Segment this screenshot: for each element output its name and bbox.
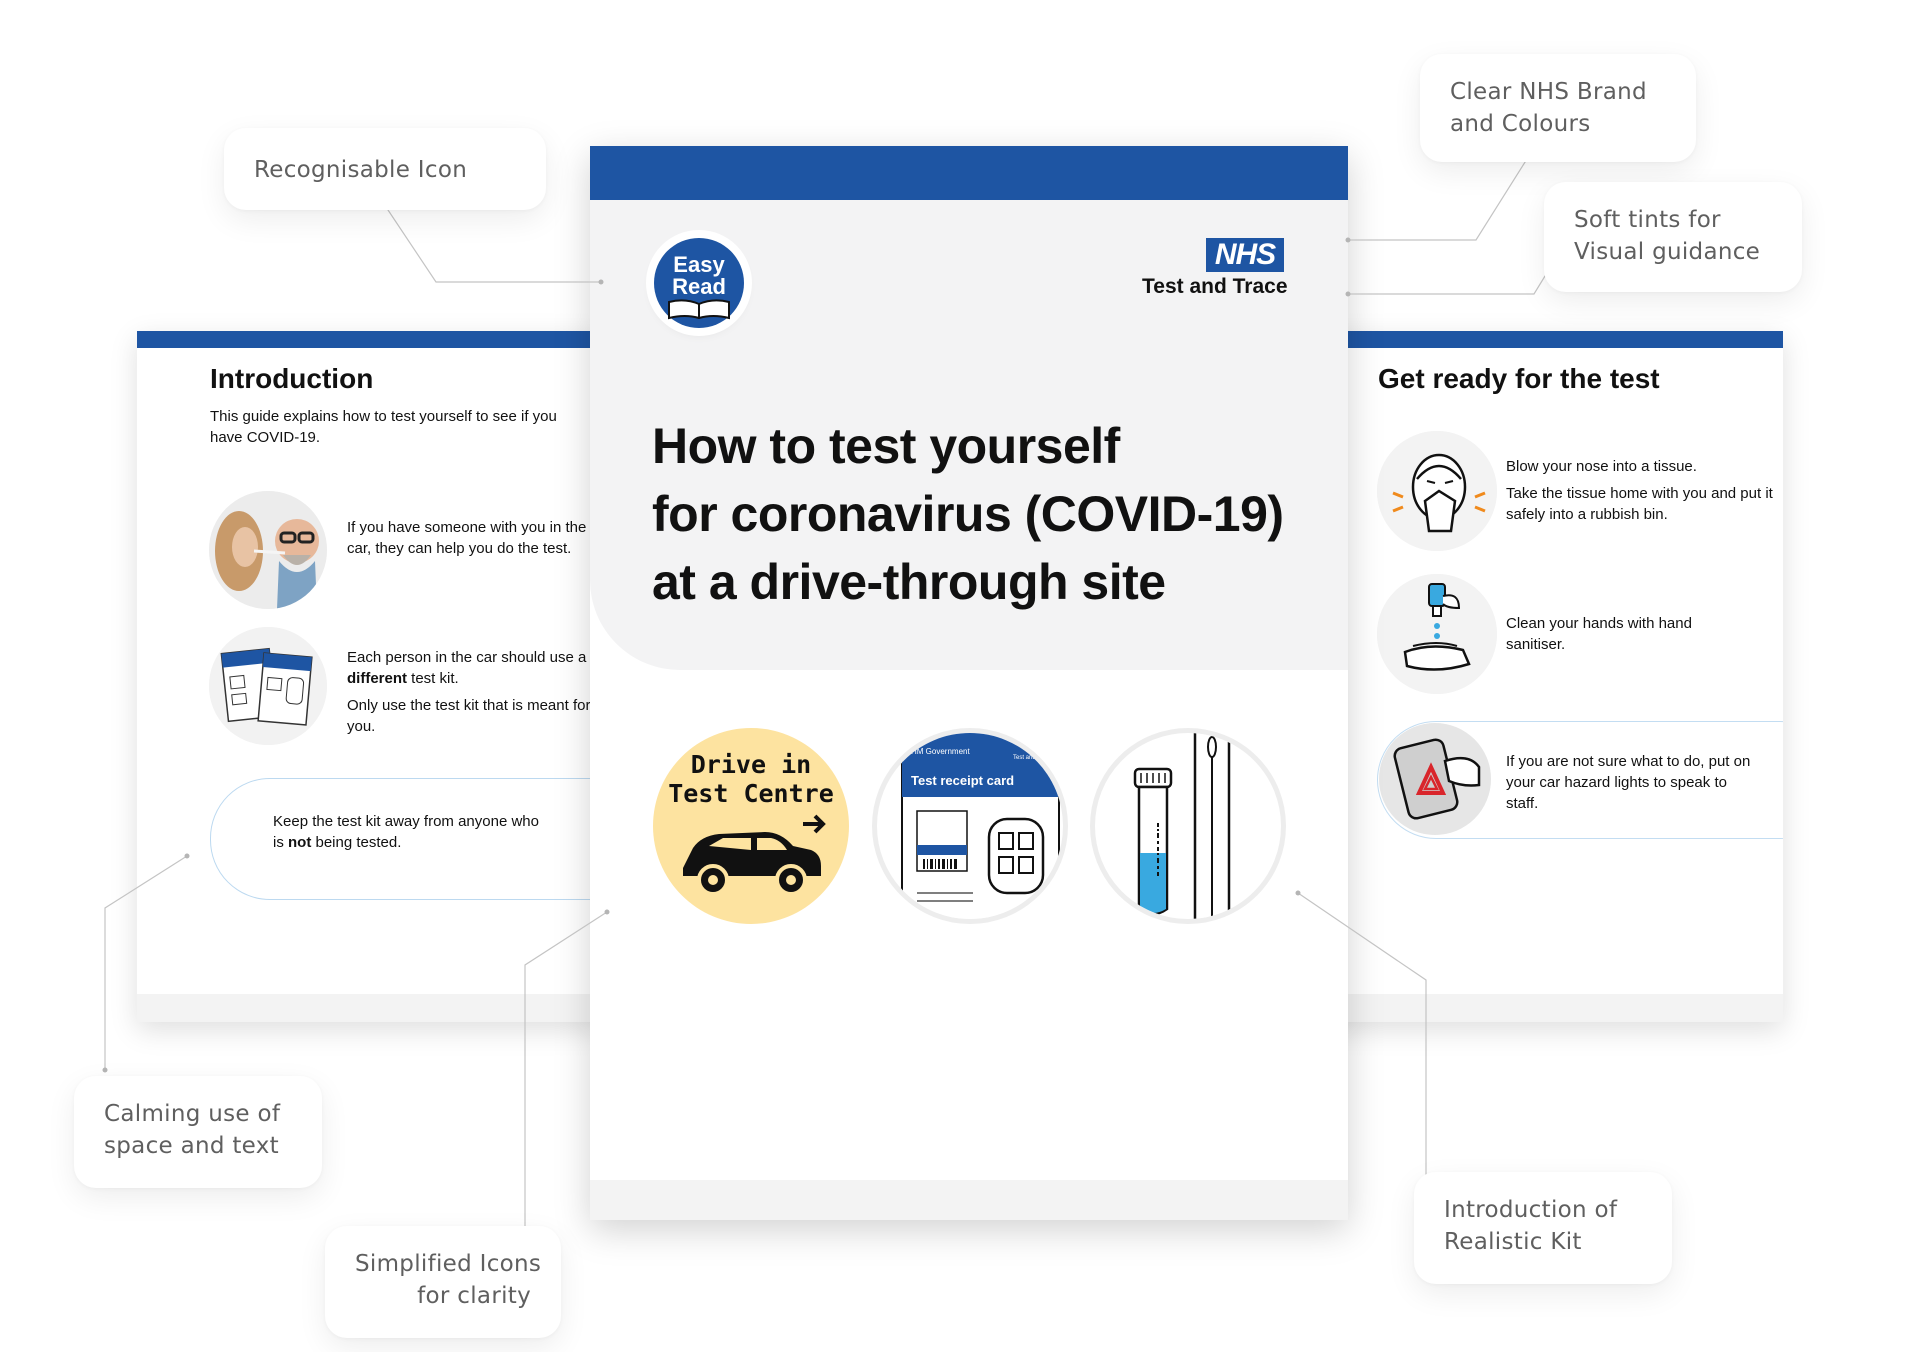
hand-sanitiser-icon (1377, 574, 1497, 694)
receipt-nhs-sub-label: Test and Trace (1013, 755, 1053, 761)
get-ready-heading: Get ready for the test (1378, 363, 1660, 394)
page-header-bar (137, 331, 607, 348)
receipt-nhs-label: NHS (1029, 741, 1051, 752)
callout-text: for clarity (417, 1283, 531, 1309)
callout-calming-space (74, 1076, 322, 1188)
open-book-icon (667, 298, 731, 320)
test-kit-icon (1090, 728, 1286, 924)
callout-text: Introduction of (1444, 1197, 1618, 1223)
kit-text-part: Each person in the car should use a (347, 649, 587, 666)
keep-away-text (273, 811, 543, 853)
blow-nose-icon (1377, 431, 1497, 551)
introduction-page (137, 331, 607, 1022)
page-header-bar (590, 146, 1348, 200)
blow-nose-text (1506, 456, 1776, 525)
test-centre-label: Test Centre (668, 779, 834, 808)
callout-text: Calming use of (104, 1101, 281, 1127)
hand-sanitiser-text: Clean your hands with hand sanitiser. (1506, 615, 1692, 653)
tissue-step: Take the tissue home with you and put it safely into a rubbish bin. (1506, 485, 1773, 523)
receipt-card-label: Test receipt card (911, 773, 1015, 788)
cover-title-line: How to test yourself (652, 418, 1120, 474)
introduction-text: This guide explains how to test yourself to see if you have COVID-19. (210, 408, 557, 446)
nhs-logo: NHS (1206, 238, 1284, 272)
callout-text: Clear NHS Brand (1450, 79, 1647, 105)
drive-in-label: Drive in (690, 750, 812, 779)
own-kit-text: Only use the test kit that is meant for you. (347, 697, 591, 735)
page-footer-tint (1313, 994, 1783, 1022)
receipt-gov-label: HM Government (911, 747, 970, 756)
drive-in-icon (653, 728, 849, 924)
callout-text: Simplified Icons (355, 1251, 542, 1277)
callout-recognisable-icon (224, 128, 546, 210)
kit-text-part: test kit. (407, 670, 459, 687)
keep-away-part: being tested. (311, 834, 402, 851)
callout-text: Soft tints for (1574, 207, 1721, 233)
blow-nose-step: Blow your nose into a tissue. (1506, 458, 1697, 475)
sample-tube-icon (1135, 769, 1171, 914)
callout-nhs-brand (1420, 54, 1696, 162)
swab-icon (1195, 733, 1229, 919)
callout-soft-tints (1544, 182, 1802, 292)
hazard-lights-icon (1379, 723, 1491, 835)
easy-read-label-2: Read (672, 274, 726, 299)
callout-text: and Colours (1450, 111, 1591, 137)
callout-text: Recognisable Icon (254, 157, 468, 183)
hazard-lights-text: If you are not sure what to do, put on your car hazard lights to speak to staff. (1506, 753, 1751, 812)
receipt-card-icon (872, 728, 1068, 924)
helper-text: If you have someone with you in the car, they can help you do the test. (347, 519, 587, 557)
page-header-bar (1313, 331, 1783, 348)
cover-title-line: for coronavirus (COVID-19) (652, 486, 1284, 542)
callout-realistic-kit (1414, 1172, 1672, 1284)
page-footer-tint (137, 994, 607, 1022)
keep-away-bold: not (288, 834, 312, 851)
cover-page (590, 146, 1348, 1220)
callout-simplified-icons (325, 1226, 561, 1338)
callout-text: Visual guidance (1574, 239, 1761, 265)
arrow-right-icon (803, 816, 823, 832)
car-icon (683, 832, 821, 894)
cover-title-line: at a drive-through site (652, 554, 1166, 610)
callout-text: Realistic Kit (1444, 1229, 1582, 1255)
kit-text-bold: different (347, 670, 407, 687)
get-ready-page (1313, 331, 1783, 1022)
callout-text: space and text (104, 1133, 279, 1159)
introduction-heading: Introduction (210, 363, 374, 394)
test-and-trace-label: Test and Trace (1142, 275, 1288, 298)
helper-photo (209, 491, 327, 609)
easy-read-icon (654, 238, 744, 328)
page-footer-tint (590, 1180, 1348, 1220)
keep-away-part: Keep the test kit away from anyone who is (273, 813, 539, 851)
easy-read-label-1: Easy (673, 252, 725, 277)
cover-title (652, 412, 1332, 616)
test-kit-cards-icon (209, 627, 327, 745)
different-kit-text (347, 647, 597, 737)
